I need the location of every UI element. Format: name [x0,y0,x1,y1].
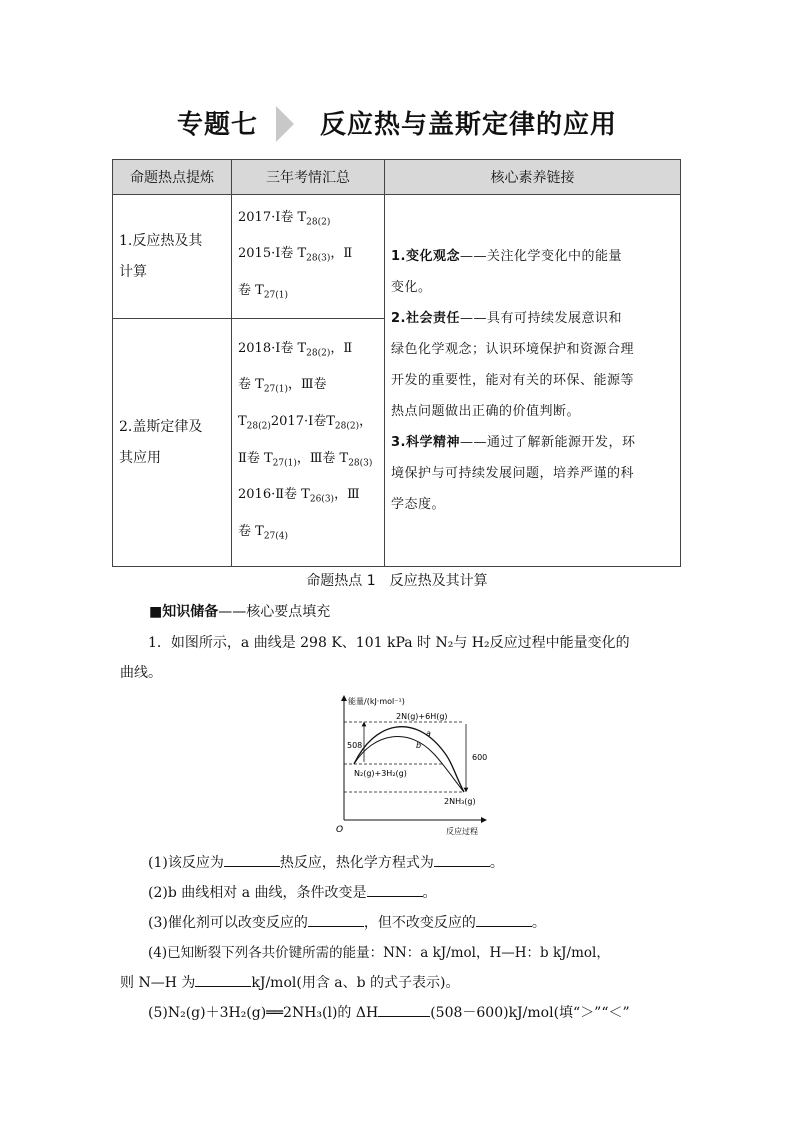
answer-blank[interactable] [195,972,251,987]
table-row [113,195,681,319]
answer-blank[interactable] [308,912,364,927]
header-hotspot: 命题热点提炼 [113,160,232,195]
question-1-2: (2)b 曲线相对 a 曲线，条件改变是 。 [120,878,680,908]
answer-blank[interactable] [476,912,532,927]
table-header-row [113,160,681,195]
curve-a [354,727,464,792]
energy-diagram [334,692,494,837]
question-1-5: (5)N₂(g)＋3H₂(g)══2NH₃(l)的 ΔH (508－600)kJ/mol(填“＞”“＜” [120,998,680,1028]
label-600: 600 [472,753,488,762]
level-bottom-label: 2NH₃(g) [444,797,476,806]
answer-blank[interactable] [367,882,423,897]
level-top-label: 2N(g)+6H(g) [396,712,448,721]
question-1-1: (1)该反应为 热反应，热化学方程式为 。 [120,848,680,878]
header-literacy: 核心素养链接 [385,160,681,195]
question-1-4: (4)已知断裂下列各共价键所需的能量：NN：a kJ/mol，H—H：b kJ/mol， 则 N—H 为 kJ/mol(用含 a、b 的式子表示)。 [120,945,610,991]
question-1-3: (3)催化剂可以改变反应的 ，但不改变反应的 。 [120,908,680,938]
topic-cell: 1.反应热及其 计算 [113,195,232,319]
triangle-icon [276,106,294,142]
x-axis-label: 反应过程 [446,827,478,836]
topic-name: 反应热与盖斯定律的应用 [320,110,618,140]
literacy-cell: 1.变化观念——关注化学变化中的能量 变化。 2.社会责任——具有可持续发展意识和 绿色化学观念；认识环境保护和资源合理 开发的重要性，能对有关的环保、能源等 热点问题做出正确的价值判断。 3.科学精神——通过了解新能源开发，环 境保护与可持续发展问题，培养严谨的科 学态度。 [385,195,681,567]
section-title: 命题热点 1 反应热及其计算 [306,573,488,589]
origin-label: O [336,825,344,835]
topic-cell: 2.盖斯定律及 其应用 [113,319,232,567]
label-508: 508 [347,741,363,750]
answer-blank[interactable] [224,852,280,867]
topic-number: 专题七 [176,110,258,140]
header-exam: 三年考情汇总 [232,160,385,195]
square-icon: ■ [149,604,163,620]
series-a-label: a [426,729,431,738]
answer-blank[interactable] [378,1002,430,1017]
series-b-label: b [416,741,422,750]
question-1-intro: 1．如图所示，a 曲线是 298 K、101 kPa 时 N₂与 H₂反应过程中能量变化的 曲线。 [120,635,630,681]
exam-cell: 2017·Ⅰ卷 $T_{28(2)}$ 2015·Ⅰ卷 $T_{28(3)}$，Ⅱ 卷 $T_{27(1)}$ [232,195,385,319]
page-title [0,104,794,144]
level-mid-label: N₂(g)+3H₂(g) [354,769,407,778]
overview-table [112,159,681,567]
exam-cell: 2018·Ⅰ卷 $T_{28(2)}$，Ⅱ 卷 $T_{27(1)}$，Ⅲ卷 $T_{28(2)}2017\cdot Ⅰ$卷$T_{28(2)}$， Ⅱ卷 $T_{27(1)}$，Ⅲ卷 $T_{28(3)}$ 2016·Ⅱ卷 $T_{26(3)}$，Ⅲ 卷 $T_{27(4)}$ [232,319,385,567]
knowledge-heading: ■知识储备——核心要点填充 [149,604,331,620]
y-axis-label: 能量/(kJ·mol⁻¹) [348,697,405,706]
answer-blank[interactable] [434,852,490,867]
